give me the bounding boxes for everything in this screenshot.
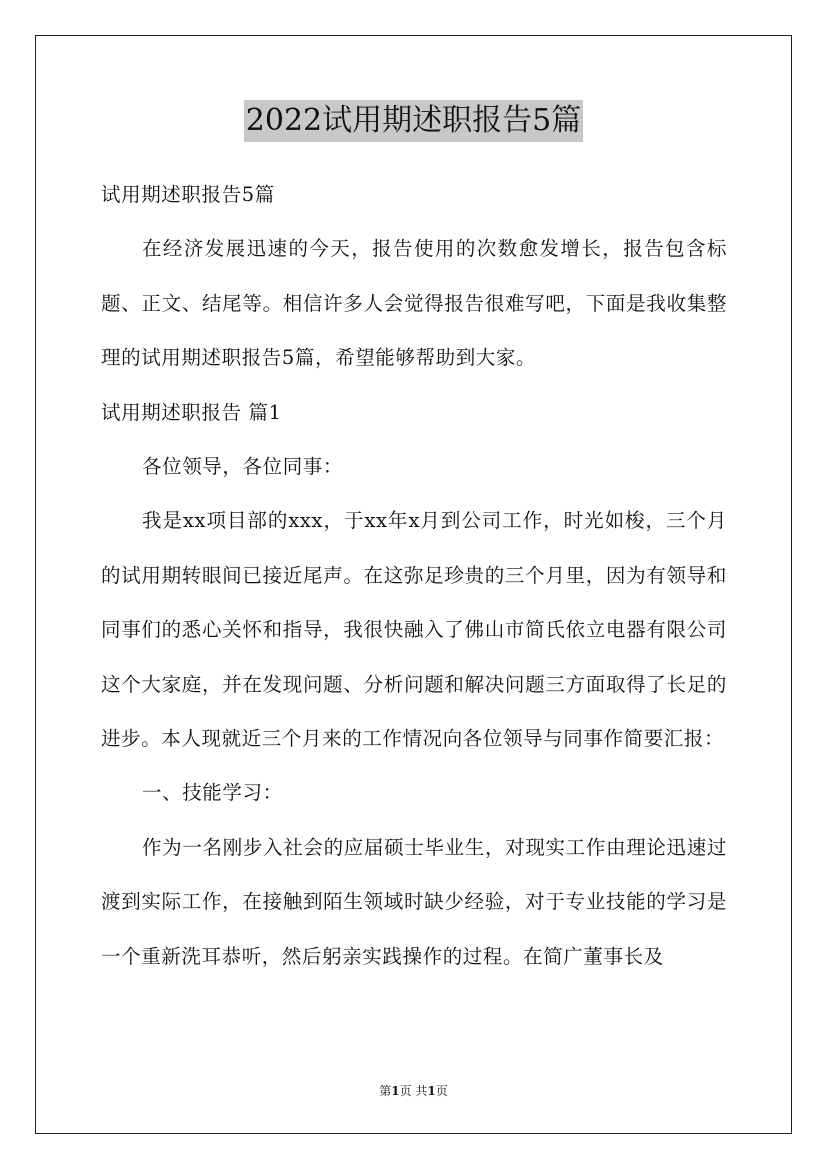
footer-page-mid: 页 共	[399, 1084, 428, 1098]
title-container	[0, 100, 827, 142]
page-footer	[0, 1082, 827, 1099]
footer-page-total: 1	[427, 1084, 436, 1098]
paragraph-intro: 在经济发展迅速的今天，报告使用的次数愈发增长，报告包含标题、正文、结尾等。相信许多人会觉得报告很难写吧，下面是我收集整理的试用期述职报告5篇，希望能够帮助到大家。	[101, 237, 727, 370]
paragraph-greeting: 各位领导，各位同事：	[142, 455, 344, 479]
footer-page-current: 1	[391, 1084, 400, 1098]
paragraph-subtitle: 试用期述职报告5篇	[101, 183, 275, 206]
section-heading: 试用期述职报告 篇1	[101, 400, 282, 424]
document-title: 2022试用期述职报告5篇	[244, 100, 583, 142]
footer-page-prefix: 第	[379, 1084, 392, 1098]
paragraph-body: 我是xx项目部的xxx，于xx年x月到公司工作，时光如梭，三个月的试用期转眼间已接近尾声。在这弥足珍贵的三个月里，因为有领导和同事们的悉心关怀和指导，我很快融入了佛山市简氏依立电器有限公司这个大家庭，并在发现问题、分析问题和解决问题三方面取得了长足的进步。本人现就近三个月来的工作情况向各位领导与同事作简要汇报：	[101, 509, 727, 751]
footer-page-suffix: 页	[435, 1084, 448, 1098]
document-body	[101, 168, 727, 984]
paragraph-body: 作为一名刚步入社会的应届硕士毕业生，对现实工作由理论迅速过渡到实际工作，在接触到陌生领域时缺少经验，对于专业技能的学习是一个重新洗耳恭听，然后躬亲实践操作的过程。在简广董事长及	[101, 835, 727, 968]
paragraph-subheading: 一、技能学习：	[142, 781, 283, 805]
